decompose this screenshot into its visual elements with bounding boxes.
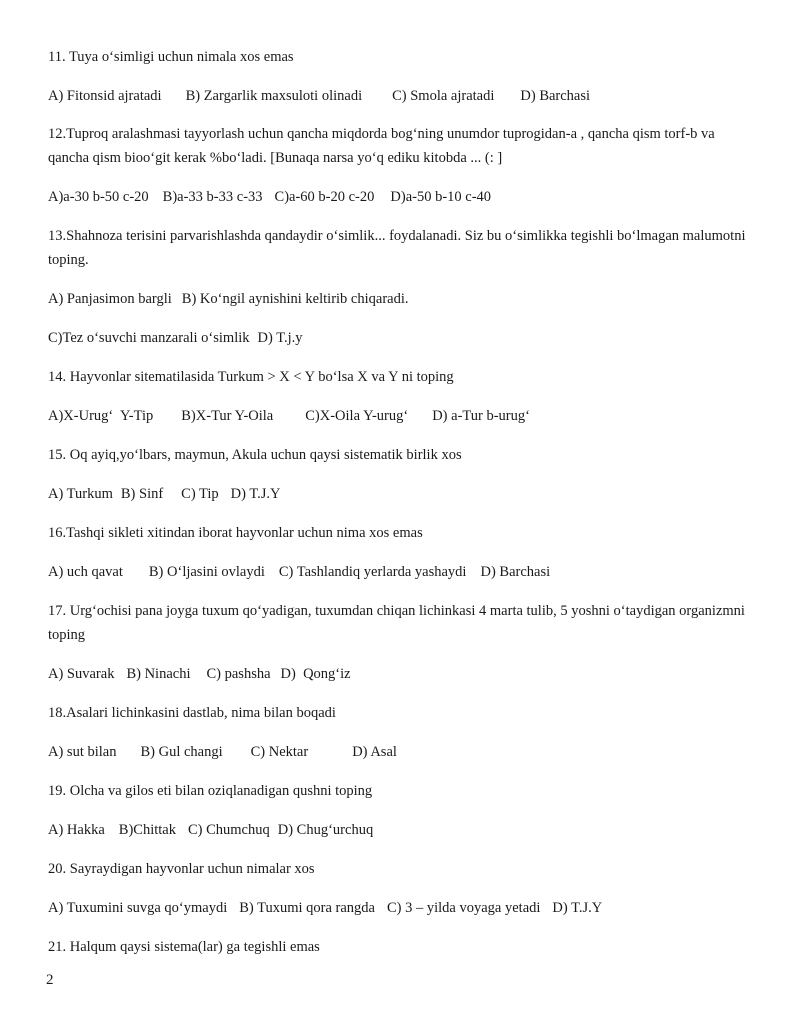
- question-12: 12.Tuproq aralashmasi tayyorlash uchun qancha miqdorda bog‘ning unumdor tuprogidan-a , qancha qism torf-b va qancha qism bioo‘git kerak %bo‘ladi. [Bunaqa narsa yo‘q ediku kitobda ... (: ]: [48, 126, 715, 166]
- question-13: 13.Shahnoza terisini parvarishlashda qandaydir o‘simlik... foydalanadi. Siz bu o‘simlikka tegishli bo‘lmagan malumotni toping.: [48, 228, 746, 268]
- option-d: D) Asal: [352, 744, 397, 760]
- option-c: C) Nektar: [250, 744, 309, 760]
- option-b: B) Tuxumi qora rangda: [239, 900, 375, 916]
- question-12-options: [48, 188, 753, 206]
- option-a: A) Turkum: [48, 486, 113, 502]
- option-c: C)a-60 b-20 c-20: [274, 189, 375, 205]
- option-a: A) Suvarak: [48, 666, 115, 682]
- option-a: A) Fitonsid ajratadi: [48, 88, 162, 104]
- option-d: D) Barchasi: [480, 564, 551, 580]
- question-13-options-line2: [48, 329, 753, 347]
- option-a: A) Panjasimon bargli: [48, 291, 172, 307]
- option-d: D) a-Tur b-urug‘: [432, 408, 530, 424]
- option-c: C) Tip: [181, 486, 219, 502]
- option-c: C)Tez o‘suvchi manzarali o‘simlik: [48, 330, 250, 346]
- question-15-options: [48, 485, 753, 503]
- option-b: B)Chittak: [118, 822, 176, 838]
- question-17: 17. Urg‘ochisi pana joyga tuxum qo‘yadigan, tuxumdan chiqan lichinkasi 4 marta tulib, 5 yoshni o‘taydigan organizmni toping: [48, 603, 745, 643]
- question-11-options: [48, 87, 753, 105]
- question-20-options: [48, 899, 753, 917]
- option-c: C) pashsha: [206, 666, 271, 682]
- option-b: B) Zargarlik maxsuloti olinadi: [185, 88, 363, 104]
- option-b: B)a-33 b-33 c-33: [162, 189, 263, 205]
- page-number: 2: [46, 972, 54, 988]
- option-c: C) Smola ajratadi: [392, 88, 495, 104]
- option-d: D) Barchasi: [520, 88, 591, 104]
- option-b: B)X-Tur Y-Oila: [181, 408, 274, 424]
- option-a: A)a-30 b-50 c-20: [48, 189, 149, 205]
- question-16-options: [48, 563, 753, 581]
- option-a: A) uch qavat: [48, 564, 123, 580]
- option-d: D) T.J.Y: [230, 486, 281, 502]
- question-18-options: [48, 743, 753, 761]
- option-b: B) Ninachi: [126, 666, 191, 682]
- question-15: 15. Oq ayiq,yo‘lbars, maymun, Akula uchun qaysi sistematik birlik xos: [48, 447, 462, 463]
- option-a: A) Tuxumini suvga qo‘ymaydi: [48, 900, 228, 916]
- option-b: B) Sinf: [120, 486, 164, 502]
- option-a: A)X-Urug‘ Y-Tip: [48, 408, 154, 424]
- question-19: 19. Olcha va gilos eti bilan oziqlanadigan qushni toping: [48, 783, 373, 799]
- option-c: C)X-Oila Y-urug‘: [305, 408, 409, 424]
- option-b: B) Ko‘ngil aynishini keltirib chiqaradi.: [181, 291, 409, 307]
- question-13-options-line1: [48, 290, 753, 308]
- question-17-options: [48, 665, 753, 683]
- option-d: D) Qong‘iz: [280, 666, 351, 682]
- option-c: C) Tashlandiq yerlarda yashaydi: [278, 564, 467, 580]
- option-a: A) Hakka: [48, 822, 105, 838]
- option-b: B) Gul changi: [140, 744, 223, 760]
- question-18: 18.Asalari lichinkasini dastlab, nima bilan boqadi: [48, 705, 336, 721]
- option-d: D) Chug‘urchuq: [277, 822, 374, 838]
- question-21: 21. Halqum qaysi sistema(lar) ga tegishli emas: [48, 939, 320, 955]
- question-20: 20. Sayraydigan hayvonlar uchun nimalar xos: [48, 861, 315, 877]
- option-a: A) sut bilan: [48, 744, 117, 760]
- option-d: D)a-50 b-10 c-40: [390, 189, 492, 205]
- question-14-options: [48, 407, 753, 425]
- question-14: 14. Hayvonlar sitematilasida Turkum > X < Y bo‘lsa X va Y ni toping: [48, 369, 454, 385]
- option-d: D) T.j.y: [257, 330, 303, 346]
- option-c: C) Chumchuq: [187, 822, 270, 838]
- option-c: C) 3 – yilda voyaga yetadi: [386, 900, 541, 916]
- option-b: B) O‘ljasini ovlaydi: [148, 564, 265, 580]
- question-19-options: [48, 821, 753, 839]
- question-11: 11. Tuya o‘simligi uchun nimala xos emas: [48, 49, 294, 65]
- option-d: D) T.J.Y: [552, 900, 603, 916]
- question-16: 16.Tashqi sikleti xitindan iborat hayvonlar uchun nima xos emas: [48, 525, 423, 541]
